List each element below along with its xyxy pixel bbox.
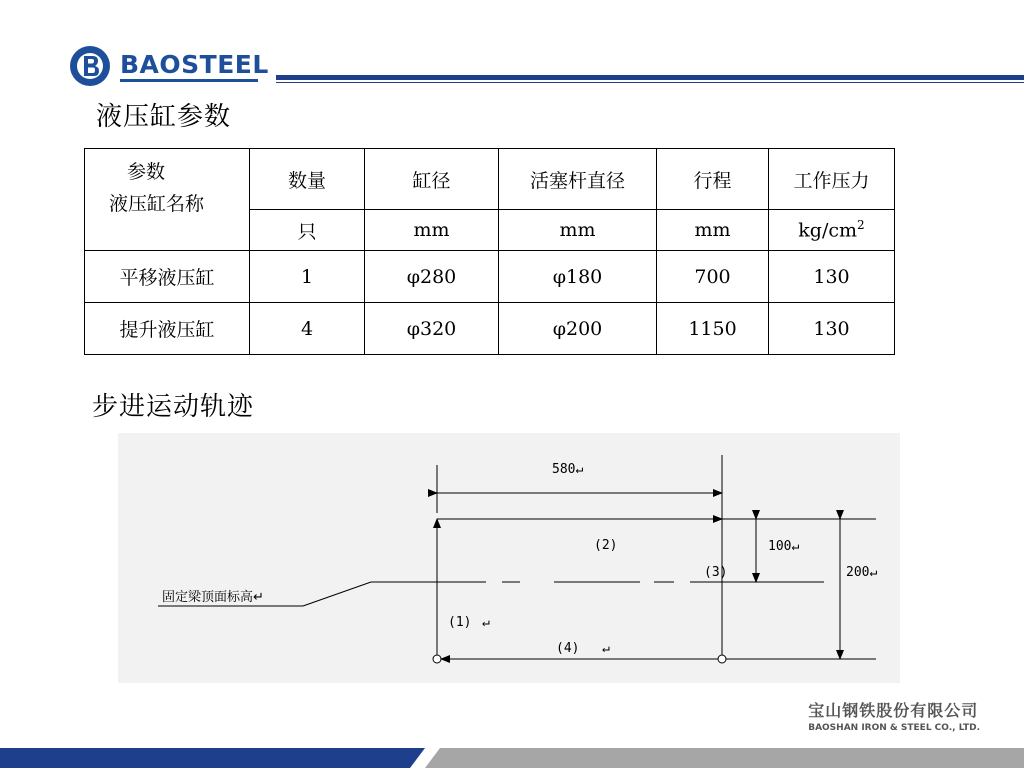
return-mark: ↵ [482,615,490,630]
cylinder-params-table [84,148,895,355]
header-cell: 活塞杆直径 [499,149,657,210]
fixed-beam-label: 固定梁顶面标高↵ [162,590,264,605]
path-label-2: (2) [594,538,618,553]
header-cell: 工作压力 [769,149,895,210]
header-cell: 缸径 [365,149,499,210]
unit-cell: 只 [250,210,365,251]
trajectory-diagram [118,433,900,683]
unit-superscript: 2 [857,218,865,233]
data-cell: 1 [250,251,365,303]
corner-label-cylinder-name: 液压缸名称 [109,193,205,215]
table-row [85,303,895,355]
data-cell: 130 [769,303,895,355]
unit-cell: mm [657,210,769,251]
header-rule-thin [276,82,1024,83]
unit-cell: mm [365,210,499,251]
header-cell: 行程 [657,149,769,210]
data-cell: φ200 [499,303,657,355]
row-name-cell: 提升液压缸 [85,303,250,355]
data-cell: φ180 [499,251,657,303]
section-title-cylinder-params: 液压缸参数 [96,102,232,132]
start-point [433,655,441,663]
return-mark: ↵ [602,641,610,656]
footer-band [0,748,1024,768]
unit-text: kg/cm [798,219,858,242]
end-point [718,655,726,663]
unit-cell: mm [499,210,657,251]
dim-580-label: 580↵ [552,462,584,477]
trajectory-svg [118,433,900,683]
row-name-cell: 平移液压缸 [85,251,250,303]
corner-label-params: 参数 [127,161,166,183]
table-corner-cell [85,149,250,251]
company-signature [808,698,980,733]
data-cell: 130 [769,251,895,303]
section-title-walking-trajectory: 步进运动轨迹 [92,392,255,422]
header-cell: 数量 [250,149,365,210]
path-label-1: (1) [448,615,472,630]
table-row [85,251,895,303]
footer-gray-band [425,748,1024,768]
path-label-4: (4) [556,641,580,656]
dim-100-label: 100↵ [768,539,800,554]
baosteel-logo [68,44,268,88]
path-label-3: (3) [704,565,728,580]
data-cell: 1150 [657,303,769,355]
brand-underline [120,79,258,82]
company-name-cn: 宝山钢铁股份有限公司 [808,701,979,720]
footer-blue-band [0,748,425,768]
brand-name: BAOSTEEL [120,50,269,79]
table-header-row [85,149,895,210]
baosteel-emblem-icon [68,44,112,88]
dim-200-label: 200↵ [846,565,878,580]
beam-label-leader [303,582,371,606]
company-name-en: BAOSHAN IRON & STEEL CO., LTD. [808,723,980,733]
data-cell: 4 [250,303,365,355]
data-cell: φ280 [365,251,499,303]
data-cell: φ320 [365,303,499,355]
data-cell: 700 [657,251,769,303]
header-rule [276,75,1024,80]
unit-cell [769,210,895,251]
